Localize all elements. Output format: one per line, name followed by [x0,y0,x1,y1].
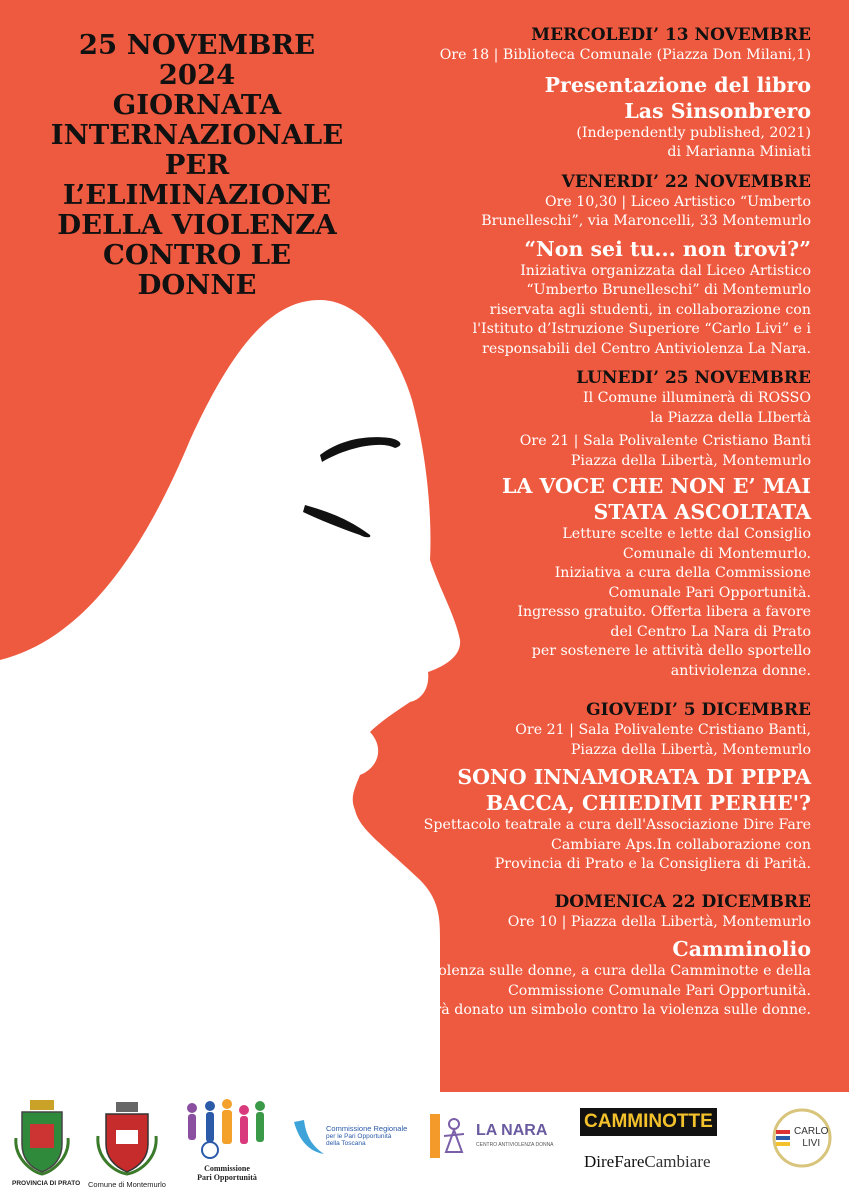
lanara-label: LA NARA [476,1122,548,1139]
title-line: PER [164,149,230,181]
event-desc: per sostenere le attività dello sportello [531,643,811,659]
lanara-sub-label: CENTRO ANTIVIOLENZA DONNA [476,1142,554,1148]
event-headline: BACCA, CHIEDIMI PERHE'? [485,791,811,815]
event-info: Ore 10,30 | Liceo Artistico “Umberto [544,193,811,210]
event-info: Ore 21 | Sala Polivalente Cristiano Banti, [515,722,811,738]
event-headline: “Non sei tu... non trovi?” [524,236,811,261]
event-13-novembre [291,24,811,163]
carlolivi-label: CARLO [794,1126,829,1137]
event-info: la Piazza della LIbertà [650,409,811,426]
comune-montemurlo-logo [84,1100,170,1192]
title-line: DELLA VIOLENZA [57,209,337,241]
commissione-pari-opportunita-logo [180,1096,274,1196]
provincia-label: PROVINCIA DI PRATO [12,1180,81,1187]
event-desc: del Centro La Nara di Prato [610,623,811,640]
camminotte-label: CAMMINOTTE [580,1108,717,1136]
title-line: 2024 [158,59,236,91]
provincia-prato-logo [12,1098,81,1194]
event-headline: STATA ASCOLTATA [593,500,811,524]
title-line: CONTRO LE [102,239,292,271]
event-22-novembre [291,171,811,360]
crest-icon [84,1100,170,1176]
event-desc: Iniziativa a cura della Commissione [554,565,811,581]
event-desc: Ingresso gratuito. Offerta libera a favore [517,604,811,620]
title-line: GIORNATA [112,89,282,121]
event-desc: (Independently published, 2021) [576,124,811,141]
event-desc: l'Istituto d’Istruzione Superiore “Carlo Livi” e i [472,321,811,337]
event-info: Brunelleschi”, via Maroncelli, 33 Montemurlo [481,213,811,229]
event-desc: Ai partecipanti verrà donato un simbolo contro la violenza sulle donne. [299,1002,811,1018]
event-headline: Presentazione del libro [544,72,811,97]
event-date: DOMENICA 22 DICEMBRE [554,891,811,912]
event-desc: Letture scelte e lette dal Consiglio [562,526,811,542]
event-desc: riservata agli studenti, in collaborazione con [489,301,811,318]
direfare-label: DireFare [584,1152,645,1171]
event-info: Ore 21 | Sala Polivalente Cristiano Banti [519,433,811,449]
comune-label: Comune di Montemurlo [88,1180,166,1189]
la-nara-logo [430,1112,570,1168]
event-desc: di Marianna Miniati [667,144,811,160]
event-info: Piazza della Libertà, Montemurlo [570,741,811,758]
event-date: VENERDI’ 22 NOVEMBRE [561,171,811,192]
commissione-label: Pari Opportunità [197,1173,257,1182]
event-date: MERCOLEDI’ 13 NOVEMBRE [531,25,811,45]
event-5-dicembre [291,699,811,875]
regionale-label: per le Pari Opportunità [326,1133,392,1140]
swoosh-icon [292,1116,326,1156]
events-list [291,24,811,1021]
event-desc: Comunale di Montemurlo. [622,545,811,562]
event-desc: responsabili del Centro Antiviolenza La Nara. [482,340,811,357]
cambiare-label: Cambiare [644,1152,711,1171]
commissione-label: Commissione [204,1164,250,1173]
title-line: INTERNAZIONALE [50,119,344,151]
event-headline: SONO INNAMORATA DI PIPPA [457,765,811,789]
event-date: LUNEDI’ 25 NOVEMBRE [576,368,811,388]
event-desc: Comunale Pari Opportunità. [608,584,811,601]
event-date: GIOVEDI’ 5 DICEMBRE [586,700,811,720]
event-desc: Iniziativa organizzata dal Liceo Artistico [520,262,811,279]
carlolivi-label: LIVI [802,1138,821,1149]
commissione-regionale-logo [292,1112,418,1182]
title-line: DONNE [137,269,257,301]
regionale-label: della Toscana [326,1140,366,1147]
event-desc: Provincia di Prato e la Consigliera di Parità. [494,856,811,872]
woman-figure-icon [430,1112,470,1162]
event-headline: Las Sinsonbrero [624,98,811,123]
event-desc: contro la violenza sulle donne, a cura della Camminotte e della [357,963,811,979]
event-headline: Camminolio [672,937,811,961]
camminotte-direfare-logos [578,1104,758,1190]
title-line: 25 NOVEMBRE [78,29,316,61]
event-info: Ore 10 | Piazza della Libertà, Montemurlo [507,913,811,930]
event-info: Il Comune illuminerà di ROSSO [583,390,811,406]
sponsor-footer [0,1092,849,1200]
event-22-dicembre [291,891,811,1021]
event-desc: antiviolenza donne. [670,662,811,679]
regionale-label: Commissione Regionale [326,1124,408,1133]
event-headline: LA VOCE CHE NON E’ MAI [502,474,811,498]
people-group-icon [180,1096,274,1160]
crest-icon [12,1098,72,1176]
event-25-novembre [291,367,811,681]
event-info: Piazza della Libertà, Montemurlo [570,452,811,469]
event-info: Ore 18 | Biblioteca Comunale (Piazza Don Milani,1) [439,47,811,63]
title-line: L’ELIMINAZIONE [62,179,332,211]
event-desc: Cambiare Aps.In collaborazione con [550,836,811,853]
event-desc: Commissione Comunale Pari Opportunità. [507,982,811,999]
carlo-livi-logo [770,1106,834,1170]
event-desc: “Umberto Brunelleschi” di Montemurlo [526,282,811,298]
event-desc: Spettacolo teatrale a cura dell'Associazione Dire Fare [423,817,811,833]
